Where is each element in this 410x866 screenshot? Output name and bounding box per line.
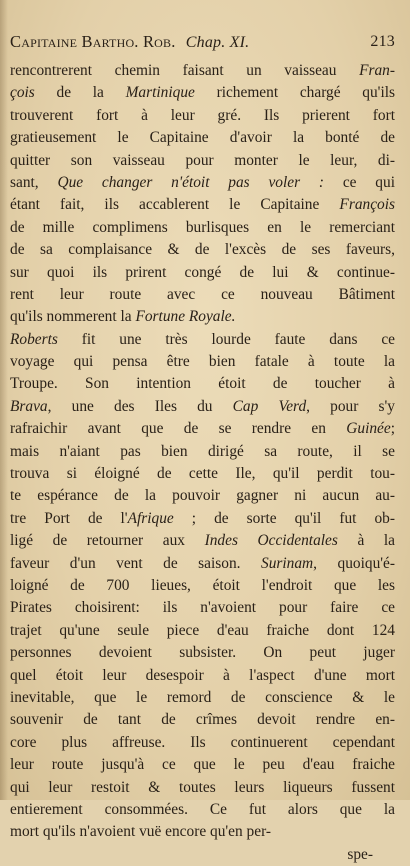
italic-segment: Indes Occidentales [204, 532, 338, 550]
text-line [10, 373, 395, 395]
text-line [10, 329, 395, 351]
body-text [10, 60, 395, 866]
text-line [10, 844, 395, 866]
text-line [10, 284, 395, 306]
text-segment: qui leur restoit & toutes leurs liqueurs fussent [10, 778, 395, 796]
text-line [10, 194, 395, 216]
text-segment: trouverent fort à leur gré. Ils prierent fort [10, 106, 395, 124]
italic-segment: Cap Verd [232, 397, 307, 415]
text-line [10, 239, 395, 261]
text-segment: loigné de 700 lieues, étoit l'endroit que les [10, 576, 395, 594]
text-segment: rafraichir avant que de se rendre en [10, 420, 347, 438]
text-segment: trouva si éloigné de cette Ile, qu'il perdit tou- [10, 465, 395, 483]
italic-segment: Fran- [359, 62, 395, 79]
text-segment: qu'ils nommerent la [10, 308, 136, 326]
text-line [10, 732, 395, 754]
text-segment: , quoiqu'é- [313, 554, 395, 572]
text-segment: étant fait, ils accablerent le Capitaine [10, 196, 340, 214]
text-segment: ligé de retourner aux [10, 532, 205, 550]
text-segment: voyage qui pensa être bien fatale à toute la [10, 353, 395, 371]
text-line [10, 150, 395, 172]
text-segment: ; de sorte qu'il fut ob- [173, 509, 395, 527]
text-segment: souvenir de tant de crîmes devoit rendre en- [10, 711, 395, 729]
italic-segment: Afrique [127, 509, 174, 527]
text-line [10, 508, 395, 530]
text-line [10, 60, 395, 82]
text-line [10, 530, 395, 552]
text-line [10, 799, 395, 821]
text-segment: à la [337, 532, 395, 550]
text-line [10, 105, 395, 127]
italic-segment: Fortune Royale. [135, 308, 236, 326]
text-segment: personnes devoient subsister. On peut juger [10, 644, 395, 662]
text-line [10, 262, 395, 284]
text-segment: ; [390, 420, 395, 438]
text-line [10, 754, 395, 776]
text-line [10, 709, 395, 731]
text-segment: , une des Iles du [47, 397, 233, 415]
text-line [10, 82, 395, 104]
chapter-label: Chap. XI. [185, 34, 250, 51]
text-line [10, 441, 395, 463]
text-segment: fit une très lourde faute dans ce [57, 330, 395, 348]
text-line [10, 418, 395, 440]
page-gutter-shadow [0, 0, 8, 800]
text-line [10, 396, 395, 418]
text-segment: mais n'aiant pas bien dirigé sa route, il se [10, 442, 395, 460]
text-segment: rencontrerent chemin faisant un vaisseau [10, 62, 360, 79]
text-segment: quitter son vaisseau pour monter le leur, di- [10, 151, 395, 169]
text-segment: spe- [347, 845, 373, 863]
text-segment: Troupe. Son intention étoit de toucher à [10, 375, 395, 393]
text-segment: faveur d'un vent de saison. [10, 554, 261, 572]
page-number: 213 [370, 33, 395, 50]
text-segment: tre Port de l' [10, 509, 128, 527]
text-segment: mort qu'ils n'avoient vuë encore qu'en per- [10, 823, 272, 841]
text-segment: de sa complaisance & de l'excès de ses faveurs, [10, 241, 395, 259]
text-segment: richement chargé qu'ils [194, 84, 395, 102]
text-line [10, 687, 395, 709]
text-line [10, 642, 395, 664]
text-segment: leur route jusqu'à ce que le peu d'eau fraiche [10, 756, 395, 774]
italic-segment: Surinam [261, 554, 314, 572]
italic-segment: Martinique [125, 84, 195, 102]
text-segment: quel étoit leur desespoir à l'aspect d'une mort [10, 666, 395, 684]
text-line [10, 217, 395, 239]
text-line [10, 620, 395, 642]
italic-segment: Guinée [346, 420, 391, 438]
text-segment: entierement consommées. Ce fut alors que la [10, 800, 395, 818]
text-line [10, 463, 395, 485]
italic-segment: Roberts [10, 330, 58, 348]
italic-segment: François [339, 196, 395, 214]
running-header [10, 26, 395, 58]
text-segment: , pour s'y [306, 397, 395, 415]
text-segment: trajet qu'une seule piece d'eau fraiche dont 124 [10, 621, 395, 639]
running-title: Capitaine Bartho. Rob. [10, 32, 176, 51]
text-line [10, 127, 395, 149]
text-segment: sur quoi ils prirent congé de lui & continue- [10, 263, 395, 281]
text-line [10, 777, 395, 799]
italic-segment: Brava [10, 397, 48, 415]
italic-segment: Que changer n'étoit pas voler : [57, 173, 325, 191]
text-segment: inevitable, que le remord de conscience & le [10, 688, 395, 706]
text-line [10, 665, 395, 687]
text-segment: de la [34, 84, 126, 102]
text-line [10, 306, 395, 328]
text-segment: de mille complimens burlisques en le remerciant [10, 218, 395, 236]
text-segment: ce qui [324, 173, 395, 191]
text-line [10, 485, 395, 507]
text-line [10, 351, 395, 373]
text-line [10, 821, 395, 843]
text-segment: core plus affreuse. Ils continuerent cependant [10, 733, 395, 751]
text-segment: te espérance de la pouvoir gagner ni aucun au- [10, 487, 395, 505]
text-line [10, 172, 395, 194]
italic-segment: çois [10, 84, 35, 102]
text-segment: gratieusement le Capitaine d'avoir la bonté de [10, 129, 395, 147]
text-segment: rent leur route avec ce nouveau Bâtiment [10, 285, 395, 303]
text-line [10, 553, 395, 575]
text-line [10, 575, 395, 597]
text-segment: sant, [10, 173, 58, 191]
text-segment: Pirates choisirent: ils n'avoient pour faire ce [10, 599, 395, 617]
text-line [10, 597, 395, 619]
